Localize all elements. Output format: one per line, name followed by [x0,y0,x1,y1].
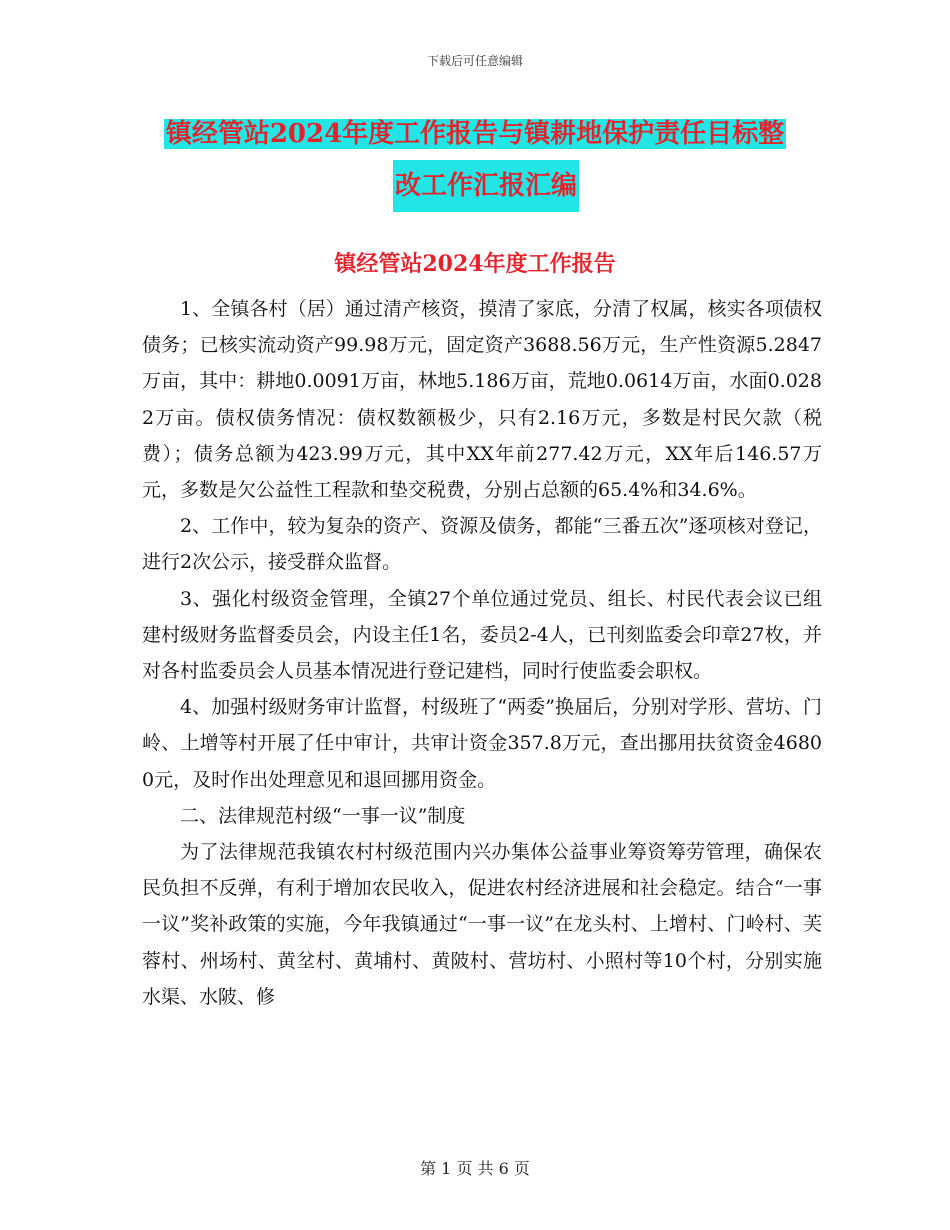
paragraph-1: 1、全镇各村（居）通过清产核资，摸清了家底，分清了权属，核实各项债权债务；已核实流动资产99.98万元，固定资产3688.56万元，生产性资源5.2847万亩，其中：耕地0.0091万亩，林地5.186万亩，荒地0.0614万亩，水面0.0282万亩。债权债务情况：债权数额极少，只有2.16万元，多数是村民欠款（税费）；债务总额为423.99万元，其中XX年前277.42万元，XX年后146.57万元，多数是欠公益性工程款和垫交税费，分别占总额的65.4%和34.6%。 [142,298,822,502]
page-footer: 第 1 页 共 6 页 [420,1159,530,1178]
main-title-line-2: 改工作汇报汇编 [393,160,579,212]
main-title [0,108,950,212]
report-body [142,291,822,1015]
header-note: 下载后可任意编辑 [426,54,523,68]
section-title: 镇经管站2024年度工作报告 [334,251,616,277]
paragraph-4: 4、加强村级财务审计监督，村级班了“两委”换届后，分别对学形、营坊、门岭、上增等村开展了任中审计，共审计资金357.8万元，查出挪用扶贫资金46800元，及时作出处理意见和退回挪用资金。 [142,696,822,791]
main-title-line-1: 镇经管站2024年度工作报告与镇耕地保护责任目标整 [165,119,785,149]
paragraph-3: 3、强化村级资金管理，全镇27个单位通过党员、组长、村民代表会议已组建村级财务监督委员会，内设主任1名，委员2-4人，已刊刻监委会印章27枚，并对各村监委员会人员基本情况进行登记建档，同时行使监委会职权。 [142,587,822,683]
section-heading-2: 二、法律规范村级“一事一议”制度 [180,804,466,827]
paragraph-6: 为了法律规范我镇农村村级范围内兴办集体公益事业筹资筹劳管理，确保农民负担不反弹，有利于增加农民收入，促进农村经济进展和社会稳定。结合“一事一议”奖补政策的实施，今年我镇通过“一事一议”在龙头村、上增村、门岭村、芙蓉村、州场村、黄坌村、黄埔村、黄陂村、营坊村、小照村等10个村，分别实施水渠、水陂、修 [142,841,822,1008]
paragraph-2: 2、工作中，较为复杂的资产、资源及债务，都能“三番五次”逐项核对登记，进行2次公示，接受群众监督。 [142,515,822,574]
